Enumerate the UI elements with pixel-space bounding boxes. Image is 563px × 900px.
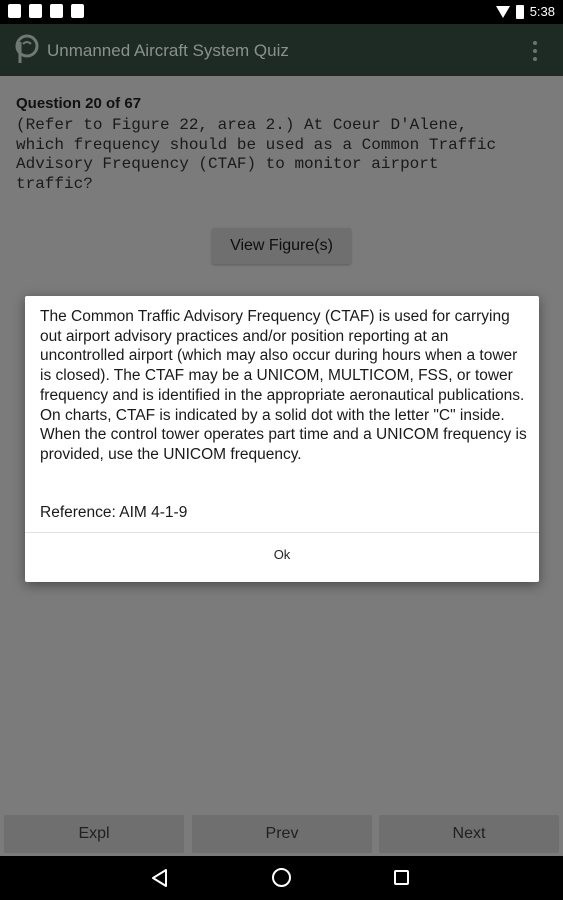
overflow-menu-icon[interactable] <box>533 41 537 61</box>
home-icon[interactable] <box>272 868 291 887</box>
dialog-reference: Reference: AIM 4-1-9 <box>40 504 188 521</box>
app-title: Unmanned Aircraft System Quiz <box>47 41 289 60</box>
next-button[interactable]: Next <box>379 815 559 853</box>
question-number: Question 20 of 67 <box>16 95 142 112</box>
dialog-message: The Common Traffic Advisory Frequency (CTAF) is used for carrying out airport advisory practices and/or position reporting at an uncontrolled airport (which may also occur during hours when a tower is closed). The CTAF may be a UNICOM, MULTICOM, FSS, or tower frequency and is identified in the appropriate aeronautical publications. On charts, CTAF is indicated by a solid dot with the letter "C" inside. When the control tower operates part time and a UNICOM frequency is provided, use the UNICOM frequency. <box>40 308 527 463</box>
recents-icon[interactable] <box>394 870 409 885</box>
navigation-bar <box>0 856 563 900</box>
notification-icons <box>8 4 84 18</box>
status-bar <box>0 0 563 24</box>
battery-icon <box>516 5 524 19</box>
back-icon[interactable] <box>150 868 170 888</box>
explanation-dialog <box>25 296 539 582</box>
wifi-icon <box>496 6 510 18</box>
app-logo-icon <box>14 34 40 64</box>
app-bar <box>0 24 563 76</box>
question-text: (Refer to Figure 22, area 2.) At Coeur D'Alene, which frequency should be used as a Common Traffic Advisory Frequency (CTAF) to monitor airport traffic? <box>16 116 497 193</box>
notification-icon <box>8 4 21 18</box>
view-figure-button[interactable]: View Figure(s) <box>212 228 351 264</box>
previous-button[interactable]: Prev <box>192 815 372 853</box>
status-clock: 5:38 <box>529 4 555 19</box>
explanation-button[interactable]: Expl <box>4 815 184 853</box>
android-icon <box>71 4 84 18</box>
ok-button[interactable]: Ok <box>273 547 291 562</box>
bottom-button-bar <box>0 815 563 855</box>
photo-icon <box>50 4 63 18</box>
sd-card-icon <box>29 4 42 18</box>
